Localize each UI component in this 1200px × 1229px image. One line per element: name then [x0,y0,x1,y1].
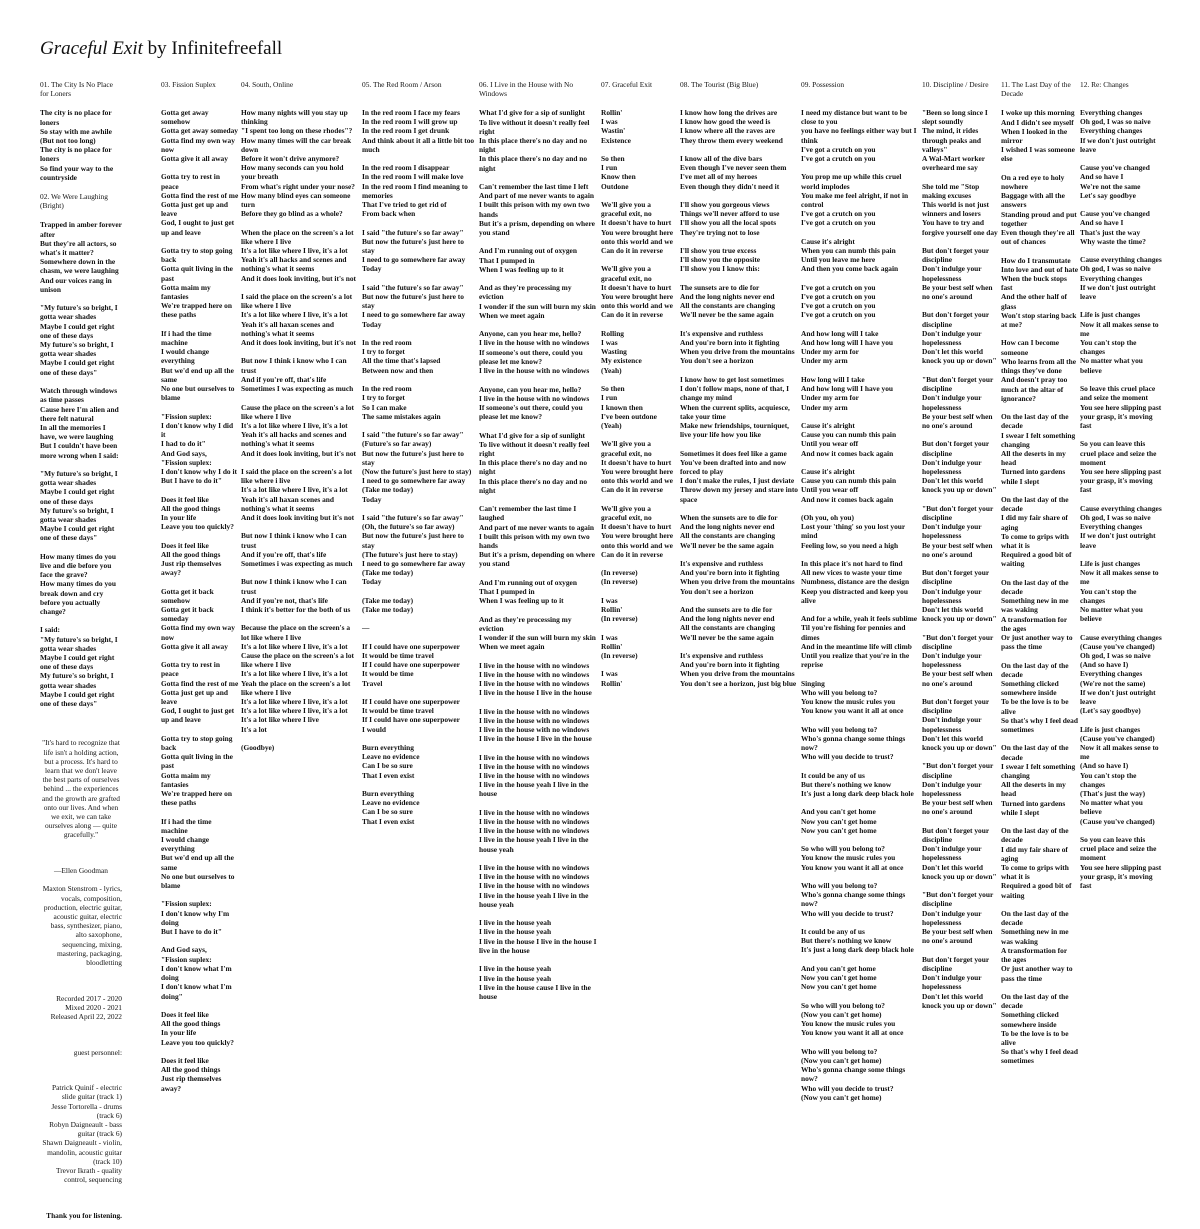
credits-main: Maxton Stenstrom - lyrics, vocals, composition, production, electric guitar, acoustic guitar, electric bass, synthesizer, piano, alto saxophone, sequencing, mixing, mastering, packaging, bloodletting [42,884,124,968]
song-heading: 06. I Live in the House with No Windows [479,80,574,99]
song-heading: 05. The Red Room / Arson [362,80,442,89]
column-6 [601,80,677,1140]
song-lyrics: Gotta get away somehow Gotta get away someday Gotta find my own way now Gotta give it all away Gotta try to rest in peace Gotta find the rest of me Gotta just get up and leave God, I ought to just get up and leave Gotta try to stop going back Gotta quit living in the past Gotta maim my fantasies We're trapped here on these paths If i had the time machine I would change everything But we'd end up all the same No one but ourselves to blame "Fission suplex: I don't know why I did it I had to do it" And God says, "Fission suplex: I don't know why I do it But I have to do it" Does it feel like All the good things In your life Leave you too quickly? Does it feel like All the good things Just rip themselves away? Gotta get it back somehow Gotta get it back someday Gotta find my own way now Gotta give it all away Gotta try to rest in peace Gotta find the rest of me Gotta just get up and leave God, I ought to just get up and leave Gotta try to stop going back Gotta quit living in the past Gotta maim my fantasies We're trapped here on these paths If i had the time machine I would change everything But we'd end up all the same No one but ourselves to blame "Fission suplex: I don't know why I'm doing But I have to do it" And God says, "Fission suplex: I don't know what I'm doing I don't know what I'm doing" Does it feel like All the good things In your life Leave you too quickly? Does it feel like All the good things Just rip themselves away? [161,108,239,1093]
song-heading: 03. Fission Suplex [161,80,216,89]
song-06 [479,80,597,1001]
song-07 [601,80,677,688]
song-10 [922,80,999,1010]
song-heading: 10. Discipline / Desire [922,80,989,89]
song-lyrics: The city is no place for loners So stay with me awhile (But not too long) The city is no place for loners So find your way to the countryside [40,108,114,182]
song-heading: 08. The Tourist (Big Blue) [680,80,759,89]
column-8 [801,80,919,1140]
column-1 [40,80,122,708]
song-lyrics: Trapped in amber forever after But they're all actors, so what's it matter? Somewhere down in the chasm, we were laughing And our voices rang in unison "My future's so bright, I gotta wear shades Maybe I could get right one of these days My future's so bright, I gotta wear shades Maybe I could get right one of these days" Watch through windows as time passes Cause here I'm alien and there felt natural In all the memories I have, we were laughing But I couldn't have been more wrong when I said: "My future's so bright, I gotta wear shades Maybe I could get right one of these days My future's so bright, I gotta wear shades Maybe I could get right one of these days" How many times do you live and die before you face the grave? How many times do you break down and cry before you actually change? I said: "My future's so bright, I gotta wear shades Maybe I could get right one of these days My future's so bright, I gotta wear shades Maybe I could get right one of these days" [40,220,122,708]
song-lyrics: I know how long the drives are I know how good the weed is I know where all the raves are They throw them every weekend I know all of the dive bars Even though I've never seen them I've met all of my heroes Even though they didn't need it I'll show you gorgeous views Things we'll never afford to use I'll show you all the local spots They're trying not to lose I'll show you true excess I'll show you the opposite I'll show you I know this: The sunsets are to die for And the long nights never end All the constants are changing We'll never be the same again It's expensive and ruthless And you're born into it fighting When you drive from the mountains You don't see a horizon I know how to get lost sometimes I don't follow maps, none of that, I change my mind When the current splits, acquiesce, take your time Make new friendships, tourniquet, live your life how you like Sometimes it does feel like a game You've been drafted into and now forced to play I don't make the rules, I just deviate Throw down my jersey and stare into space When the sunsets are to die for And the long nights never end All the constants are changing We'll never be the same again It's expensive and ruthless And you're born into it fighting When you drive from the mountains You don't see a horizon And the sunsets are to die for And the long nights never end All the constants are changing We'll never be the same again It's expensive and ruthless And you're born into it fighting When you drive from the mountains You don't see a horizon, just big blue [680,108,798,688]
song-lyrics: I need my distance but want to be close to you you have no feelings either way but I think I've got a crutch on you I've got a crutch on you You prop me up while this cruel world implodes You make me feel alright, if not in control I've got a crutch on you I've got a crutch on you Cause it's alright When you can numb this pain Until you leave me here And then you come back again I've got a crutch on you I've got a crutch on you I've got a crutch on you I've got a crutch on you And how long will I take And how long will I have you Under my arm for Under my arm How long will I take And how long will I have you Under my arm for Under my arm Cause it's alright Cause you can numb this pain Until you wear off And now it comes back again Cause it's alright Cause you can numb this pain Until you wear off And now it comes back again (Oh you, oh you) Lost your 'thing' so you lost your mind Feeling low, so you need a high In this place it's not hard to find All new vices to waste your time Numbness, distance are the design Keep you distracted and keep you alive And for a while, yeah it feels sublime Til you're fishing for pennies and dimes And in the meantime life will climb Until you realize that you're in the reprise Singing Who will you belong to? You know the music rules you You know you want it all at once Who will you belong to? Who's gonna change some things now? Who will you decide to trust? It could be any of us But there's nothing we know It's just a long dark deep black hole And you can't get home Now you can't get home Now you can't get home So who will you belong to? You know the music rules you You know you want it all at once Who will you belong to? Who's gonna change some things now? Who will you decide to trust? It could be any of us But there's nothing we know It's just a long dark deep black hole And you can't get home Now you can't get home Now you can't get home So who will you belong to? (Now you can't get home) You know the music rules you You know you want it all at once Who will you belong to? (Now you can't get home) Who's gonna change some things now? Who will you decide to trust? (Now you can't get home) [801,108,918,1102]
song-lyrics: What I'd give for a sip of sunlight To live without it doesn't really feel right In this place there's no day and no night In this place there's no day and no night Can't remember the last time I left And part of me never wants to again I built this prison with my own two hands But it's a prism, depending on where you stand And I'm running out of oxygen That I pumped in When I was feeling up to it And as they're processing my eviction I wonder if the sun will burn my skin When we meet again Anyone, can you hear me, hello? I live in the house with no windows If someone's out there, could you please let me know? I live in the house with no windows Anyone, can you hear me, hello? I live in the house with no windows If someone's out there, could you please let me know? What I'd give for a sip of sunlight To live without it doesn't really feel right In this place there's no day and no night In this place there's no day and no night Can't remember the last time I laughed And part of me never wants to again I built this prison with my own two hands But it's a prism, depending on where you stand And I'm running out of oxygen That I pumped in When I was feeling up to it And as they're processing my eviction I wonder if the sun will burn my skin When we meet again I live in the house with no windows I live in the house with no windows I live in the house with no windows I live in the house I live in the house I live in the house with no windows I live in the house with no windows I live in the house with no windows I live in the house I live in the house I live in the house with no windows I live in the house with no windows I live in the house with no windows I live in the house yeah I live in the house I live in the house with no windows I live in the house with no windows I live in the house with no windows I live in the house yeah I live in the house yeah I live in the house with no windows I live in the house with no windows I live in the house with no windows I live in the house yeah I live in the house yeah I live in the house yeah I live in the house yeah I live in the house I live in the house I live in the house I live in the house yeah I live in the house yeah I live in the house cause I live in the house [479,108,597,1001]
song-lyrics: Rollin' I was Wastin' Existence So then I run Know then Outdone We'll give you a graceful exit, no It doesn't have to hurt You were brought here onto this world and we Can do it in reverse We'll give you a graceful exit, no It doesn't have to hurt You were brought here onto this world and we Can do it in reverse Rolling I was Wasting My existence (Yeah) So then I run I known then I've been outdone (Yeah) We'll give you a graceful exit, no It doesn't have to hurt You were brought here onto this world and we Can do it in reverse We'll give you a graceful exit, no It doesn't have to hurt You were brought here onto this world and we Can do it in reverse (In reverse) (In reverse) I was Rollin' (In reverse) I was Rollin' (In reverse) I was Rollin' [601,108,674,688]
thanks-note: Thank you for listening. [46,1210,122,1220]
song-04 [241,80,359,752]
guest-list: Patrick Quinif - electric slide guitar (track 1) Jesse Tortorella - drums (track 6) Robyn Daigneault - bass guitar (track 6) Shawn Daigneault - violin, mandolin, acoustic guitar (track 10) Trevor Ikrath - quality control, sequencing [42,1083,122,1185]
epigraph [40,720,122,884]
song-11 [1001,80,1078,1066]
song-heading: 04. South, Online [241,80,294,89]
epigraph-text: "It's hard to recognize that life isn't a holding action, but a process. It's hard to learn that we don't leave the best parts of ourselves behind ... the experiences and the growth are grafted onto our lives. And when we exit, we can take ourselves along — quite gracefully." [42,738,122,840]
column-4 [362,80,477,1140]
artist-credit: by Infinitefreefall [142,38,283,59]
song-heading: 01. The City Is No Place for Loners [40,80,113,99]
column-9 [922,80,999,1140]
song-08 [680,80,798,688]
song-heading: 11. The Last Day of the Decade [1001,80,1071,99]
song-heading: 09. Possession [801,80,845,89]
song-heading: 02. We Were Laughing (Bright) [40,192,108,211]
song-lyrics: I woke up this morning And I didn't see myself When I looked in the mirror I wished I was someone else On a red eye to holy nowhere Baggage with all the answers Standing proud and put together Even though they're all out of chances How do I transmutate Into love and out of hate When the buck stops fast And the other half of glass Won't stop staring back at me? How can I become someone Who learns from all the things they've done And doesn't pray too much at the altar of ignorance? On the last day of the decade I swear I felt something changing All the deserts in my head Turned into gardens while I slept On the last day of the decade I did my fair share of aging To come to grips with what it is Required a good bit of waiting On the last day of the decade Something new in me was waking A transformation for the ages Or just another way to pass the time On the last day of the decade Something clicked somewhere inside To be the love is to be alive So that's why I feel dead sometimes On the last day of the decade I swear I felt something changing All the deserts in my head Turned into gardens while I slept On the last day of the decade I did my fair share of aging To come to grips with what it is Required a good bit of waiting On the last day of the decade Something new in me was waking A transformation for the ages Or just another way to pass the time On the last day of the decade Something clicked somewhere inside To be the love is to be alive So that's why I feel dead sometimes [1001,108,1078,1066]
column-2 [161,80,239,1140]
column-5 [479,80,597,1140]
credits [40,866,122,1229]
guest-label: guest personnel: [73,1047,122,1057]
song-heading: 12. Re: Changes [1080,80,1129,89]
song-lyrics: "Been so long since I slept soundly The mind, it rides through peaks and valleys" A Wal-Mart worker overheard me say She told me "Stop making excuses This world is not just winners and losers You have to try and forgive yourself one day But don't forget your discipline Don't indulge your hopelessness Be your best self when no one's around But don't forget your discipline Don't indulge your hopelessness Don't let this world knock you up or down" "But don't forget your discipline Don't indulge your hopelessness Be your best self when no one's around But don't forget your discipline Don't indulge your hopelessness Don't let this world knock you up or down" "But don't forget your discipline Don't indulge your hopelessness Be your best self when no one's around But don't forget your discipline Don't indulge your hopelessness Don't let this world knock you up or down" "But don't forget your discipline Don't indulge your hopelessness Be your best self when no one's around But don't forget your discipline Don't indulge your hopelessness Don't let this world knock you up or down" "But don't forget your discipline Don't indulge your hopelessness Be your best self when no one's around But don't forget your discipline Don't indulge your hopelessness Don't let this world knock you up or down" "But don't forget your discipline Don't indulge your hopelessness Be your best self when no one's around But don't forget your discipline Don't indulge your hopelessness Don't let this world knock you up or down" [922,108,998,1010]
song-05 [362,80,477,826]
column-11 [1080,80,1162,1140]
song-lyrics: Everything changes Oh god, I was so naive Everything changes If we don't just outright leave Cause you've changed And so have I We're not the same Let's say goodbye Cause you've changed And so have I That's just the way Why waste the time? Cause everything changes Oh god, I was so naive Everything changes If we don't just outright leave Life is just changes Now it all makes sense to me You can't stop the changes No matter what you believe So leave this cruel place and seize the moment You see here slipping past your grasp, it's moving fast So you can leave this cruel place and seize the moment You see here slipping past your grasp, it's moving fast Cause everything changes Oh god, I was so naive Everything changes If we don't just outright leave Life is just changes Now it all makes sense to me You can't stop the changes No matter what you believe Cause everything changes (Cause you've changed) Oh god, I was so naive (And so have I) Everything changes (We're not the same) If we don't just outright leave (Let's say goodbye) Life is just changes (Cause you've changed) Now it all makes sense to me (And so have I) You can't stop the changes (That's just the way) No matter what you believe (Cause you've changed) So you can leave this cruel place and seize the moment You see here slipping past your grasp, it's moving fast [1080,108,1162,891]
album-name: Graceful Exit [40,38,143,59]
song-09 [801,80,919,1102]
credits-dates: Recorded 2017 - 2020 Mixed 2020 - 2021 Released April 22, 2022 [50,993,122,1022]
epigraph-author: —Ellen Goodman [54,866,108,876]
song-03 [161,80,239,1093]
song-lyrics: How many nights will you stay up thinking "I spent too long on these rhodes"? How many times will the car break down Before it won't drive anymore? How many seconds can you hold your breath From what's right under your nose? How many blind eyes can someone turn Before they go blind as a whole? When the place on the screen's a lot like where I live It's a lot like where I live, it's a lot Yeah it's all hacks and scenes and nothing's what it seems And it does look inviting, but it's not I said the place on the screen's a lot like where I live It's a lot like where I live, it's a lot Yeah it's all haxan scenes and nothing's what it seems And it does look inviting, but it's not But now I think i know who I can trust And if you're off, that's life Sometimes I was expecting as much Cause the place on the screen's a lot like where I live It's a lot like where I live, it's a lot Yeah it's all hacks and scenes and nothing's what it seems And it does look inviting, but it's not I said the place on the screen's a lot like where i live It's a lot like where I live, it's a lot Yeah it's all haxan scenes and nothing's what it seems And it does look inviting but it's not But now I think i know who I can trust And if you're off, that's life Sometimes i was expecting as much But now I think i know who I can trust And if you're not, that's life I think it's better for the both of us Because the place on the screen's a lot like where I live It's a lot like where I live, it's a lot Cause the place on the screen's a lot like where I live It's a lot like where I live, it's a lot Yeah the place on the screen's a lot like where I live It's a lot like where I live, it's a lot It's a lot like where I live, it's a lot It's a lot like where I live It's a lot (Goodbye) [241,108,356,753]
song-lyrics: In the red room I face my fears In the red room I will grow up In the red room I get drunk And think about it all a little bit too much In the red room I disappear In the red room I will make love In the red room I find meaning to memories That I've tried to get rid of From back when I said "the future's so far away" But now the future's just here to stay I need to go somewhere far away Today I said "the future's so far away" But now the future's just here to stay I need to go somewhere far away Today In the red room I try to forget All the time that's lapsed Between now and then In the red room I try to forget So I can make The same mistakes again I said "the future's so far away" (Future's so far away) But now the future's just here to stay (Now the future's just here to stay) I need to go somewhere far away (Take me today) Today I said "the future's so far away" (Oh, the future's so far away) But now the future's just here to stay (The future's just here to stay) I need to go somewhere far away (Take me today) Today (Take me today) (Take me today) — If I could have one superpower It would be time travel If I could have one superpower It would be time Travel If I could have one superpower It would be time travel If I could have one superpower I would Burn everything Leave no evidence Can I be so sure That I even exist Burn everything Leave no evidence Can I be so sure That I even exist [362,108,475,826]
column-10 [1001,80,1078,1140]
column-7 [680,80,798,1140]
song-02 [40,192,122,708]
album-title [40,38,282,60]
song-heading: 07. Graceful Exit [601,80,653,89]
column-3 [241,80,359,1140]
song-12 [1080,80,1162,890]
song-01 [40,80,122,182]
